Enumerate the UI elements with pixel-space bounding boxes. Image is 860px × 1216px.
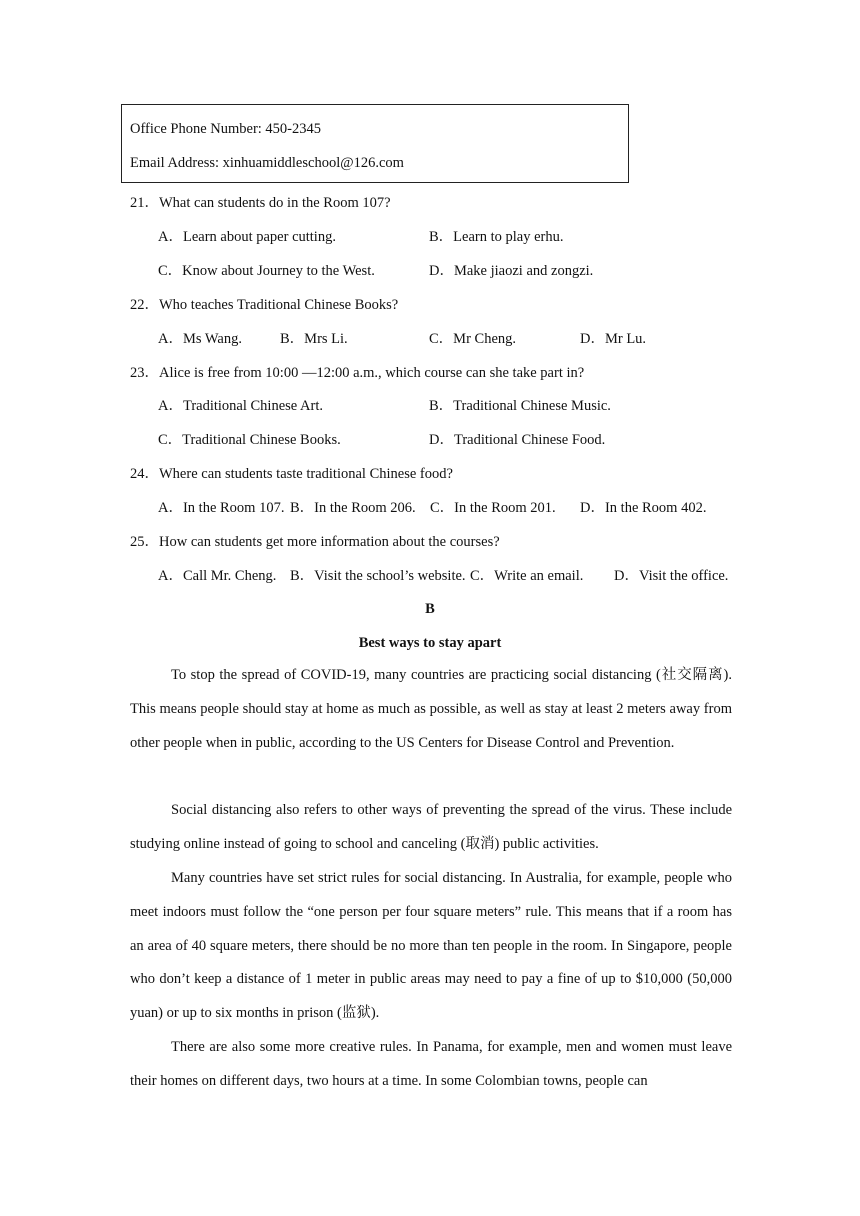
paragraph-text: Many countries have set strict rules for social distancing. In Australia, for example, people who meet indoors must follow the “one person per four square meters” rule. This means that if a room has an area of 40 square meters, there should be no more than ten people in the room. In Singapore, people who don’t keep a distance of 1 meter in public areas may need to pay a fine of up to $10,000 (50,000 yuan) or up to six months in prison (监狱). — [130, 870, 732, 1022]
option-d: D．Traditional Chinese Food. — [429, 432, 606, 448]
option-b: B．Traditional Chinese Music. — [429, 398, 611, 414]
passage-title: Best ways to stay apart — [358, 635, 502, 651]
option-d: D．Mr Lu. — [580, 331, 647, 347]
question-stem: 24．Where can students taste traditional Chinese food? — [130, 466, 453, 482]
question-stem: 21．What can students do in the Room 107? — [130, 195, 391, 211]
question-stem: 22．Who teaches Traditional Chinese Books? — [130, 297, 399, 313]
option-a: A．Traditional Chinese Art. — [158, 398, 324, 414]
option-b: B．Learn to play erhu. — [429, 229, 564, 245]
question-stem: 23．Alice is free from 10:00 —12:00 a.m., which course can she take part in? — [130, 365, 585, 381]
option-a: A．Learn about paper cutting. — [158, 229, 336, 245]
section-letter: B — [425, 601, 435, 617]
option-b: B．In the Room 206. — [290, 500, 416, 516]
option-c: C．Mr Cheng. — [429, 331, 516, 347]
option-b: B．Mrs Li. — [280, 331, 348, 347]
option-c: C．Traditional Chinese Books. — [158, 432, 341, 448]
email-address: Email Address: xinhuamiddleschool@126.com — [130, 155, 404, 171]
question-stem: 25．How can students get more information about the courses? — [130, 534, 500, 550]
option-c: C．In the Room 201. — [430, 500, 556, 516]
passage-paragraph — [130, 862, 732, 1031]
option-b: B．Visit the school’s website. — [290, 568, 466, 584]
option-c: C．Write an email. — [470, 568, 584, 584]
paragraph-text: To stop the spread of COVID-19, many countries are practicing social distancing (社交隔离). This means people should stay at home as much as possible, as well as stay at least 2 meters away from other people when in public, according to the US Centers for Disease Control and Prevention. — [130, 667, 732, 751]
option-d: D．In the Room 402. — [580, 500, 707, 516]
paragraph-text: Social distancing also refers to other ways of preventing the spread of the virus. These include studying online instead of going to school and canceling (取消) public activities. — [130, 802, 732, 852]
option-a: A．Call Mr. Cheng. — [158, 568, 277, 584]
passage-paragraph — [130, 1031, 732, 1099]
option-d: D．Visit the office. — [614, 568, 729, 584]
option-d: D．Make jiaozi and zongzi. — [429, 263, 594, 279]
option-c: C．Know about Journey to the West. — [158, 263, 375, 279]
office-phone-number: Office Phone Number: 450-2345 — [130, 121, 322, 137]
passage-paragraph — [130, 794, 732, 862]
paragraph-text: There are also some more creative rules. In Panama, for example, men and women must leave their homes on different days, two hours at a time. In some Colombian towns, people can — [130, 1039, 732, 1089]
option-a: A．In the Room 107. — [158, 500, 285, 516]
contact-info-box — [121, 104, 629, 183]
passage-paragraph — [130, 659, 732, 760]
option-a: A．Ms Wang. — [158, 331, 242, 347]
